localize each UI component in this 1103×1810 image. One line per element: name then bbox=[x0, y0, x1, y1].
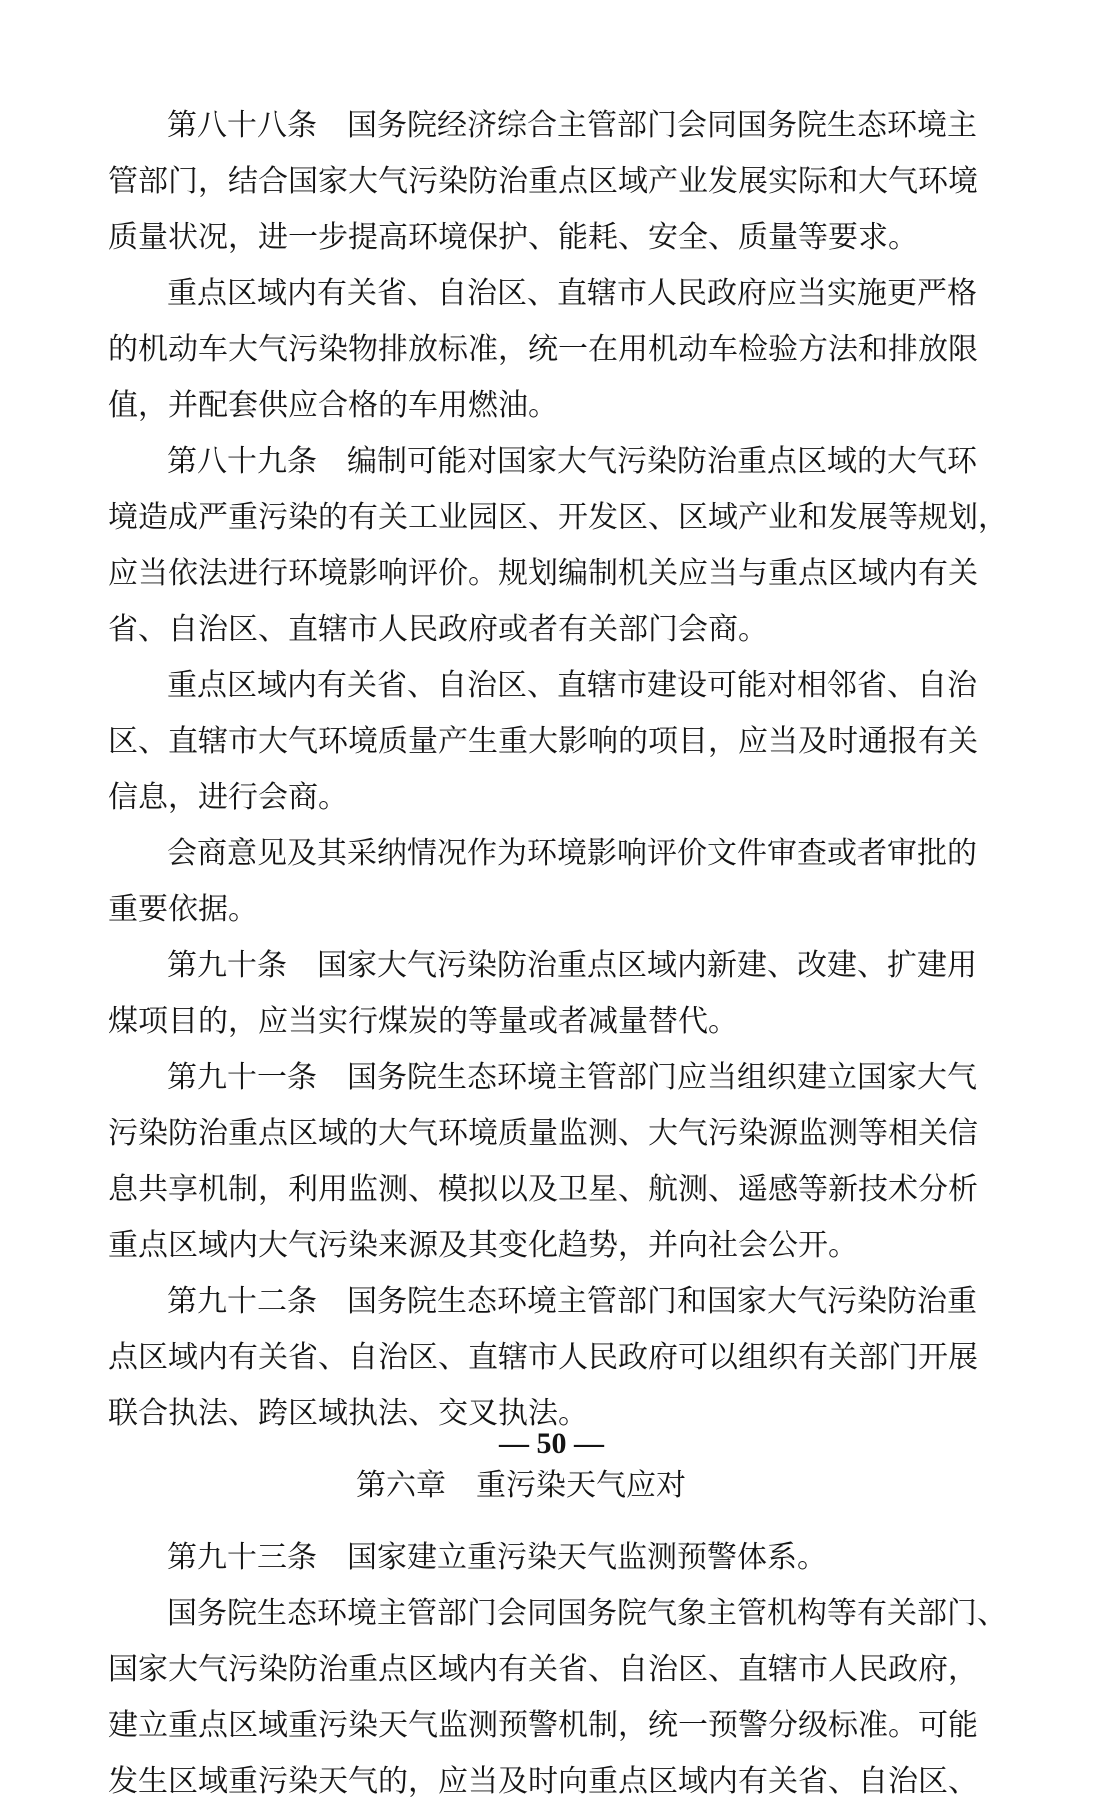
text-line: 重点区域内大气污染来源及其变化趋势，并向社会公开。 bbox=[108, 1228, 858, 1263]
text-line: 发生区域重污染天气的，应当及时向重点区域内有关省、自治区、 bbox=[108, 1764, 978, 1799]
text-line: 第九十三条 国家建立重污染天气监测预警体系。 bbox=[167, 1540, 827, 1575]
chapter-heading: 第六章 重污染天气应对 bbox=[356, 1468, 686, 1503]
paragraph bbox=[108, 658, 978, 826]
text-line: 第九十一条 国务院生态环境主管部门应当组织建立国家大气 bbox=[167, 1060, 977, 1095]
text-line: 重点区域内有关省、自治区、直辖市建设可能对相邻省、自治 bbox=[167, 668, 977, 703]
text-line: 第九十条 国家大气污染防治重点区域内新建、改建、扩建用 bbox=[167, 948, 977, 983]
text-line: 区、直辖市大气环境质量产生重大影响的项目，应当及时通报有关 bbox=[108, 724, 978, 759]
article-block-before-chapter bbox=[108, 98, 1008, 1442]
text-line: 值，并配套供应合格的车用燃油。 bbox=[108, 388, 558, 423]
paragraph bbox=[108, 1050, 978, 1274]
text-line: 重点区域内有关省、自治区、直辖市人民政府应当实施更严格 bbox=[167, 276, 977, 311]
text-line: 应当依法进行环境影响评价。规划编制机关应当与重点区域内有关 bbox=[108, 556, 978, 591]
paragraph bbox=[108, 1274, 978, 1442]
text-line: 的机动车大气污染物排放标准，统一在用机动车检验方法和排放限 bbox=[108, 332, 978, 367]
text-line: 信息，进行会商。 bbox=[108, 780, 348, 815]
paragraph bbox=[108, 1586, 1007, 1810]
text-line: 联合执法、跨区域执法、交叉执法。 bbox=[108, 1396, 588, 1431]
paragraph bbox=[108, 434, 1008, 658]
text-line: 会商意见及其采纳情况作为环境影响评价文件审查或者审批的 bbox=[167, 836, 977, 871]
text-line: 第八十九条 编制可能对国家大气污染防治重点区域的大气环 bbox=[167, 444, 977, 479]
text-line: 质量状况，进一步提高环境保护、能耗、安全、质量等要求。 bbox=[108, 220, 918, 255]
text-line: 污染防治重点区域的大气环境质量监测、大气污染源监测等相关信 bbox=[108, 1116, 978, 1151]
text-line: 国务院生态环境主管部门会同国务院气象主管机构等有关部门、 bbox=[167, 1596, 1007, 1631]
document-page bbox=[108, 98, 1008, 1810]
paragraph bbox=[108, 266, 978, 434]
text-line: 第八十八条 国务院经济综合主管部门会同国务院生态环境主 bbox=[167, 108, 977, 143]
paragraph bbox=[108, 938, 977, 1050]
text-line: 国家大气污染防治重点区域内有关省、自治区、直辖市人民政府， bbox=[108, 1652, 978, 1687]
article-block-after-chapter bbox=[108, 1530, 1007, 1810]
paragraph bbox=[108, 98, 978, 266]
text-line: 重要依据。 bbox=[108, 892, 258, 927]
text-line: 境造成严重污染的有关工业园区、开发区、区域产业和发展等规划， bbox=[108, 500, 1008, 535]
text-line: 建立重点区域重污染天气监测预警机制，统一预警分级标准。可能 bbox=[108, 1708, 978, 1743]
page-number: — 50 — bbox=[499, 1427, 604, 1460]
text-line: 煤项目的，应当实行煤炭的等量或者减量替代。 bbox=[108, 1004, 738, 1039]
text-line: 息共享机制，利用监测、模拟以及卫星、航测、遥感等新技术分析 bbox=[108, 1172, 978, 1207]
text-line: 点区域内有关省、自治区、直辖市人民政府可以组织有关部门开展 bbox=[108, 1340, 978, 1375]
paragraph bbox=[108, 826, 977, 938]
text-line: 省、自治区、直辖市人民政府或者有关部门会商。 bbox=[108, 612, 768, 647]
paragraph bbox=[108, 1530, 934, 1586]
text-line: 第九十二条 国务院生态环境主管部门和国家大气污染防治重 bbox=[167, 1284, 977, 1319]
text-line: 管部门，结合国家大气污染防治重点区域产业发展实际和大气环境 bbox=[108, 164, 978, 199]
